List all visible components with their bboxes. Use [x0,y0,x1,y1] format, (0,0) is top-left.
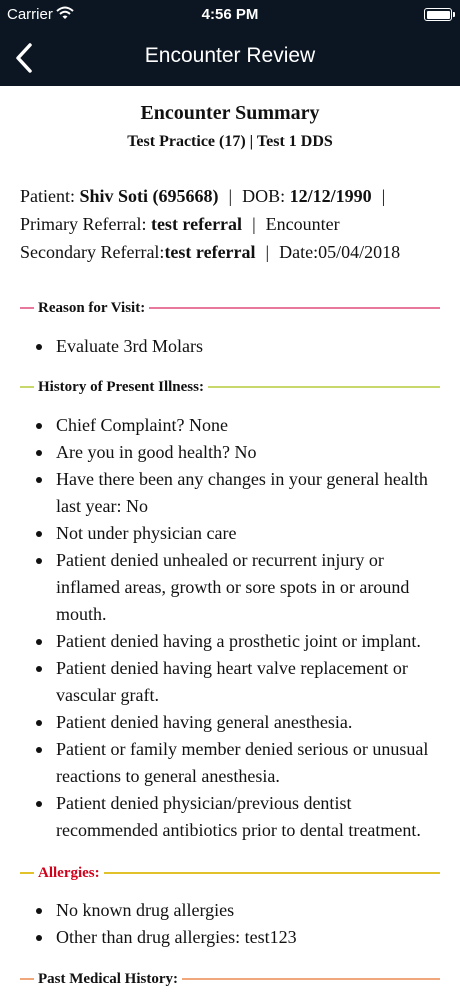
section-rule [182,978,440,980]
divider: | [228,186,233,206]
section-header-past-medical-history [20,968,440,990]
primary-referral-value: test referral [150,214,243,234]
section-header-reason-for-visit [20,297,440,319]
practice-line: Test Practice (17) | Test 1 DDS [127,133,333,150]
patient-value: Shiv Soti (695668) [79,186,219,206]
list-item: Patient denied unhealed or recurrent injury or inflamed areas, growth or sore spots in or around mouth. [36,547,434,628]
divider: | [252,214,256,234]
divider: | [265,242,270,262]
list-item: No known drug allergies [36,897,434,924]
secondary-referral-label: Secondary Referral: [20,242,165,262]
primary-referral-label: Primary Referral: [20,214,147,234]
section-rule [104,872,440,874]
patient-label: Patient: [20,186,75,206]
list-item: Have there been any changes in your general health last year: No [36,466,434,520]
clock-time: 4:56 PM [201,6,259,23]
section-rule [20,307,34,309]
page-title: Encounter Review [144,44,316,67]
section-rule [149,307,440,309]
list-item: Evaluate 3rd Molars [36,333,434,360]
history-of-present-illness-list [36,412,434,844]
list-item: Patient or family member denied serious or unusual reactions to general anesthesia. [36,736,434,790]
list-item: Patient denied physician/previous dentist recommended antibiotics prior to dental treatment. [36,790,434,844]
section-label: Reason for Visit: [38,299,146,316]
section-label: Allergies: [38,864,100,881]
encounter-date: Date:05/04/2018 [279,242,401,262]
section-rule [20,978,34,980]
section-rule [20,872,34,874]
secondary-referral-value: test referral [164,242,256,262]
carrier-label: Carrier [7,6,53,23]
list-item: Patient denied having heart valve replacement or vascular graft. [36,655,434,709]
summary-title: Encounter Summary [140,102,320,124]
list-item: Chief Complaint? None [36,412,434,439]
section-header-history-of-present-illness [20,376,440,398]
patient-info-line-1 [20,186,395,207]
list-item: Patient denied having a prosthetic joint or implant. [36,628,434,655]
encounter-content[interactable] [0,86,460,996]
navigation-bar [0,30,460,86]
reason-for-visit-list [36,333,434,360]
patient-info-line-3 [20,242,400,263]
dob-value: 12/12/1990 [289,186,372,206]
section-label: Past Medical History: [38,970,178,987]
encounter-label: Encounter [265,214,340,234]
allergies-list [36,897,434,951]
divider: | [381,186,386,206]
patient-info-line-2 [20,214,340,235]
section-label: History of Present Illness: [38,378,204,395]
list-item: Are you in good health? No [36,439,434,466]
list-item: Not under physician care [36,520,434,547]
section-rule [20,386,34,388]
section-header-allergies [20,862,440,884]
battery-icon [424,8,452,21]
dob-label: DOB: [242,186,286,206]
list-item: Other than drug allergies: test123 [36,924,434,951]
list-item: Patient denied having general anesthesia. [36,709,434,736]
status-bar [0,0,460,30]
section-rule [208,386,440,388]
